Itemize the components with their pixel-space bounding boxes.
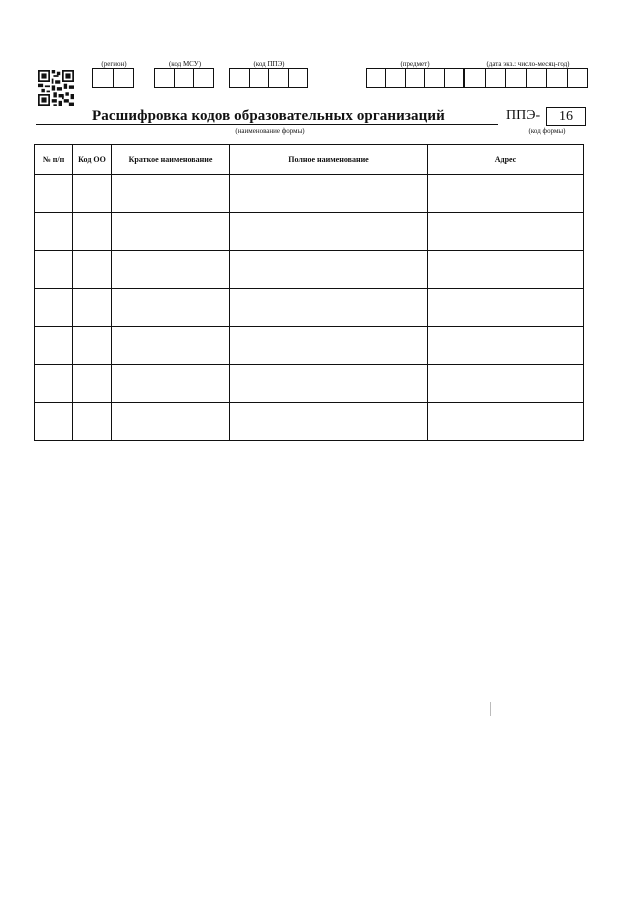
table-row xyxy=(35,365,584,403)
cell-address[interactable] xyxy=(428,251,584,289)
cell-full-name[interactable] xyxy=(230,251,428,289)
cell-short-name[interactable] xyxy=(112,365,230,403)
cell-code[interactable] xyxy=(73,403,112,441)
table-row xyxy=(35,251,584,289)
title-caption: (наименование формы) xyxy=(235,127,305,135)
table-row xyxy=(35,403,584,441)
cell-number[interactable] xyxy=(35,251,73,289)
cell-address[interactable] xyxy=(428,365,584,403)
table-row xyxy=(35,213,584,251)
col-short-name-header: Краткое наименование xyxy=(112,145,230,175)
cell-number[interactable] xyxy=(35,365,73,403)
subject-field[interactable] xyxy=(366,68,464,88)
title-underline xyxy=(36,124,498,125)
form-code-prefix: ППЭ- xyxy=(506,108,541,123)
cell-address[interactable] xyxy=(428,403,584,441)
cell-number[interactable] xyxy=(35,327,73,365)
table-row xyxy=(35,289,584,327)
cell-code[interactable] xyxy=(73,327,112,365)
cell-number[interactable] xyxy=(35,403,73,441)
msu-code-field[interactable] xyxy=(154,68,214,88)
cell-short-name[interactable] xyxy=(112,403,230,441)
cell-short-name[interactable] xyxy=(112,213,230,251)
scan-mark xyxy=(490,702,491,716)
cell-code[interactable] xyxy=(73,289,112,327)
col-address-header: Адрес xyxy=(428,145,584,175)
cell-full-name[interactable] xyxy=(230,403,428,441)
cell-code[interactable] xyxy=(73,175,112,213)
cell-address[interactable] xyxy=(428,289,584,327)
cell-address[interactable] xyxy=(428,327,584,365)
cell-full-name[interactable] xyxy=(230,175,428,213)
cell-full-name[interactable] xyxy=(230,365,428,403)
cell-code[interactable] xyxy=(73,365,112,403)
cell-number[interactable] xyxy=(35,289,73,327)
cell-short-name[interactable] xyxy=(112,327,230,365)
cell-full-name[interactable] xyxy=(230,213,428,251)
cell-address[interactable] xyxy=(428,175,584,213)
col-code-header: Код ОО xyxy=(73,145,112,175)
cell-code[interactable] xyxy=(73,251,112,289)
msu-label: (код МСУ) xyxy=(168,60,202,68)
cell-short-name[interactable] xyxy=(112,251,230,289)
cell-full-name[interactable] xyxy=(230,289,428,327)
date-label: (дата экз.: число-месяц-год) xyxy=(486,60,570,68)
organizations-table xyxy=(34,144,584,441)
cell-address[interactable] xyxy=(428,213,584,251)
subject-label: (предмет) xyxy=(400,60,430,68)
cell-number[interactable] xyxy=(35,175,73,213)
region-label: (регион) xyxy=(101,60,127,68)
cell-number[interactable] xyxy=(35,213,73,251)
form-code-caption: (код формы) xyxy=(528,127,566,135)
cell-short-name[interactable] xyxy=(112,175,230,213)
col-number-header: № п/п xyxy=(35,145,73,175)
date-field[interactable] xyxy=(464,68,588,88)
cell-full-name[interactable] xyxy=(230,327,428,365)
table-row xyxy=(35,175,584,213)
ppe-label: (код ППЭ) xyxy=(253,60,285,68)
region-field[interactable] xyxy=(92,68,134,88)
qr-code xyxy=(38,70,74,106)
form-code-box: 16 xyxy=(546,107,586,126)
table-row xyxy=(35,327,584,365)
form-title: Расшифровка кодов образовательных организаций xyxy=(92,108,445,124)
cell-short-name[interactable] xyxy=(112,289,230,327)
ppe-code-field[interactable] xyxy=(229,68,308,88)
col-full-name-header: Полное наименование xyxy=(230,145,428,175)
cell-code[interactable] xyxy=(73,213,112,251)
